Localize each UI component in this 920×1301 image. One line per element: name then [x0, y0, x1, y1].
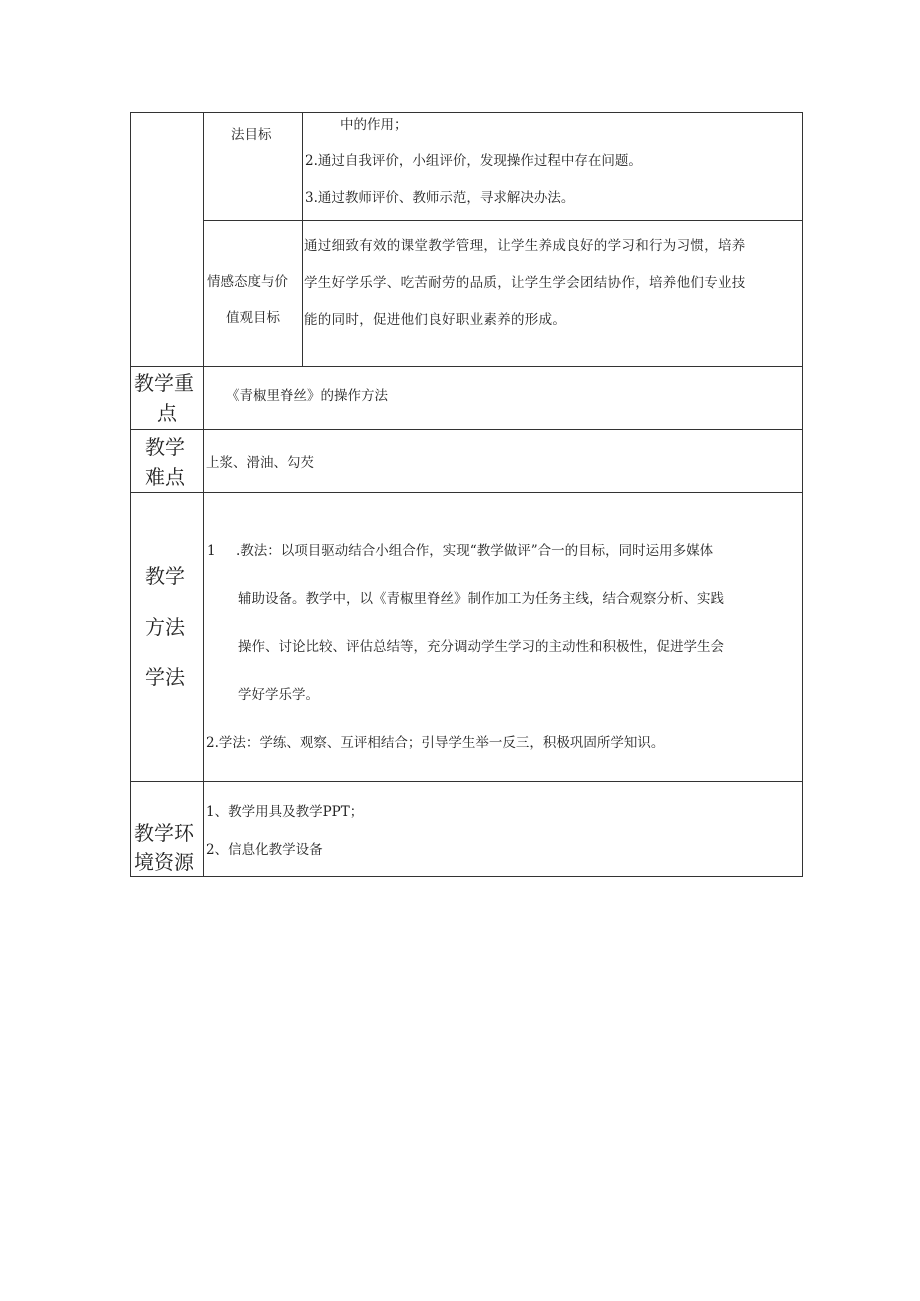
method-goal-line-2: 2.通过自我评价，小组评价，发现操作过程中存在问题。 [305, 153, 642, 169]
methods-item-2: 2.学法：学练、观察、互评相结合；引导学生举一反三，积极巩固所学知识。 [206, 735, 665, 751]
row-divider-4 [130, 781, 803, 782]
table-border-top [130, 112, 803, 113]
row-divider-2 [130, 429, 803, 430]
emotion-goal-line-3: 能的同时，促进他们良好职业素养的形成。 [304, 312, 567, 328]
table-border-right [802, 112, 803, 877]
methods-item-1-number: 1 [207, 543, 216, 559]
methods-label-line-1: 教学 [145, 564, 185, 588]
methods-item-1-line-4: 学好学乐学。 [238, 687, 319, 703]
method-goal-line-1: 中的作用； [340, 117, 408, 133]
emotion-goal-line-2: 学生好学乐学、吃苦耐劳的品质，让学生学会团结协作，培养他们专业技 [304, 275, 746, 291]
difficulty-label-line-2: 难点 [145, 465, 185, 489]
difficulty-content: 上浆、滑油、勾芡 [206, 455, 314, 471]
column-divider-2 [302, 112, 303, 367]
method-goal-label: 法目标 [231, 127, 272, 143]
key-point-content: 《青椒里脊丝》的操作方法 [226, 388, 388, 404]
difficulty-label-line-1: 教学 [145, 435, 185, 459]
subrow-divider [203, 220, 803, 221]
methods-label-line-2: 方法 [145, 615, 185, 639]
key-point-label-line-1: 教学重 [134, 371, 194, 395]
row-divider-1 [130, 366, 803, 367]
column-divider-1 [203, 112, 204, 877]
emotion-goal-line-1: 通过细致有效的课堂教学管理，让学生养成良好的学习和行为习惯，培养 [304, 238, 746, 254]
table-border-bottom [130, 876, 803, 877]
methods-item-1-line-2: 辅助设备。教学中，以《青椒里脊丝》制作加工为任务主线，结合观察分析、实践 [238, 591, 724, 607]
resources-label-line-2: 境资源 [134, 850, 194, 874]
row-divider-3 [130, 492, 803, 493]
emotion-goal-label-line-1: 情感态度与价 [207, 274, 288, 290]
key-point-label-line-2: 点 [157, 401, 177, 425]
table-border-left [130, 112, 131, 877]
methods-item-1-line-3: 操作、讨论比较、评估总结等，充分调动学生学习的主动性和积极性，促进学生会 [238, 639, 724, 655]
method-goal-line-3: 3.通过教师评价、教师示范，寻求解决办法。 [305, 190, 575, 206]
methods-item-1-line-1: .教法：以项目驱动结合小组合作，实现“教学做评”合一的目标，同时运用多媒体 [236, 543, 714, 559]
resources-line-2: 2、信息化教学设备 [206, 842, 323, 858]
emotion-goal-label-line-2: 值观目标 [226, 310, 280, 326]
resources-line-1: 1、教学用具及教学PPT； [206, 804, 364, 820]
resources-label-line-1: 教学环 [134, 821, 194, 845]
methods-label-line-3: 学法 [145, 665, 185, 689]
